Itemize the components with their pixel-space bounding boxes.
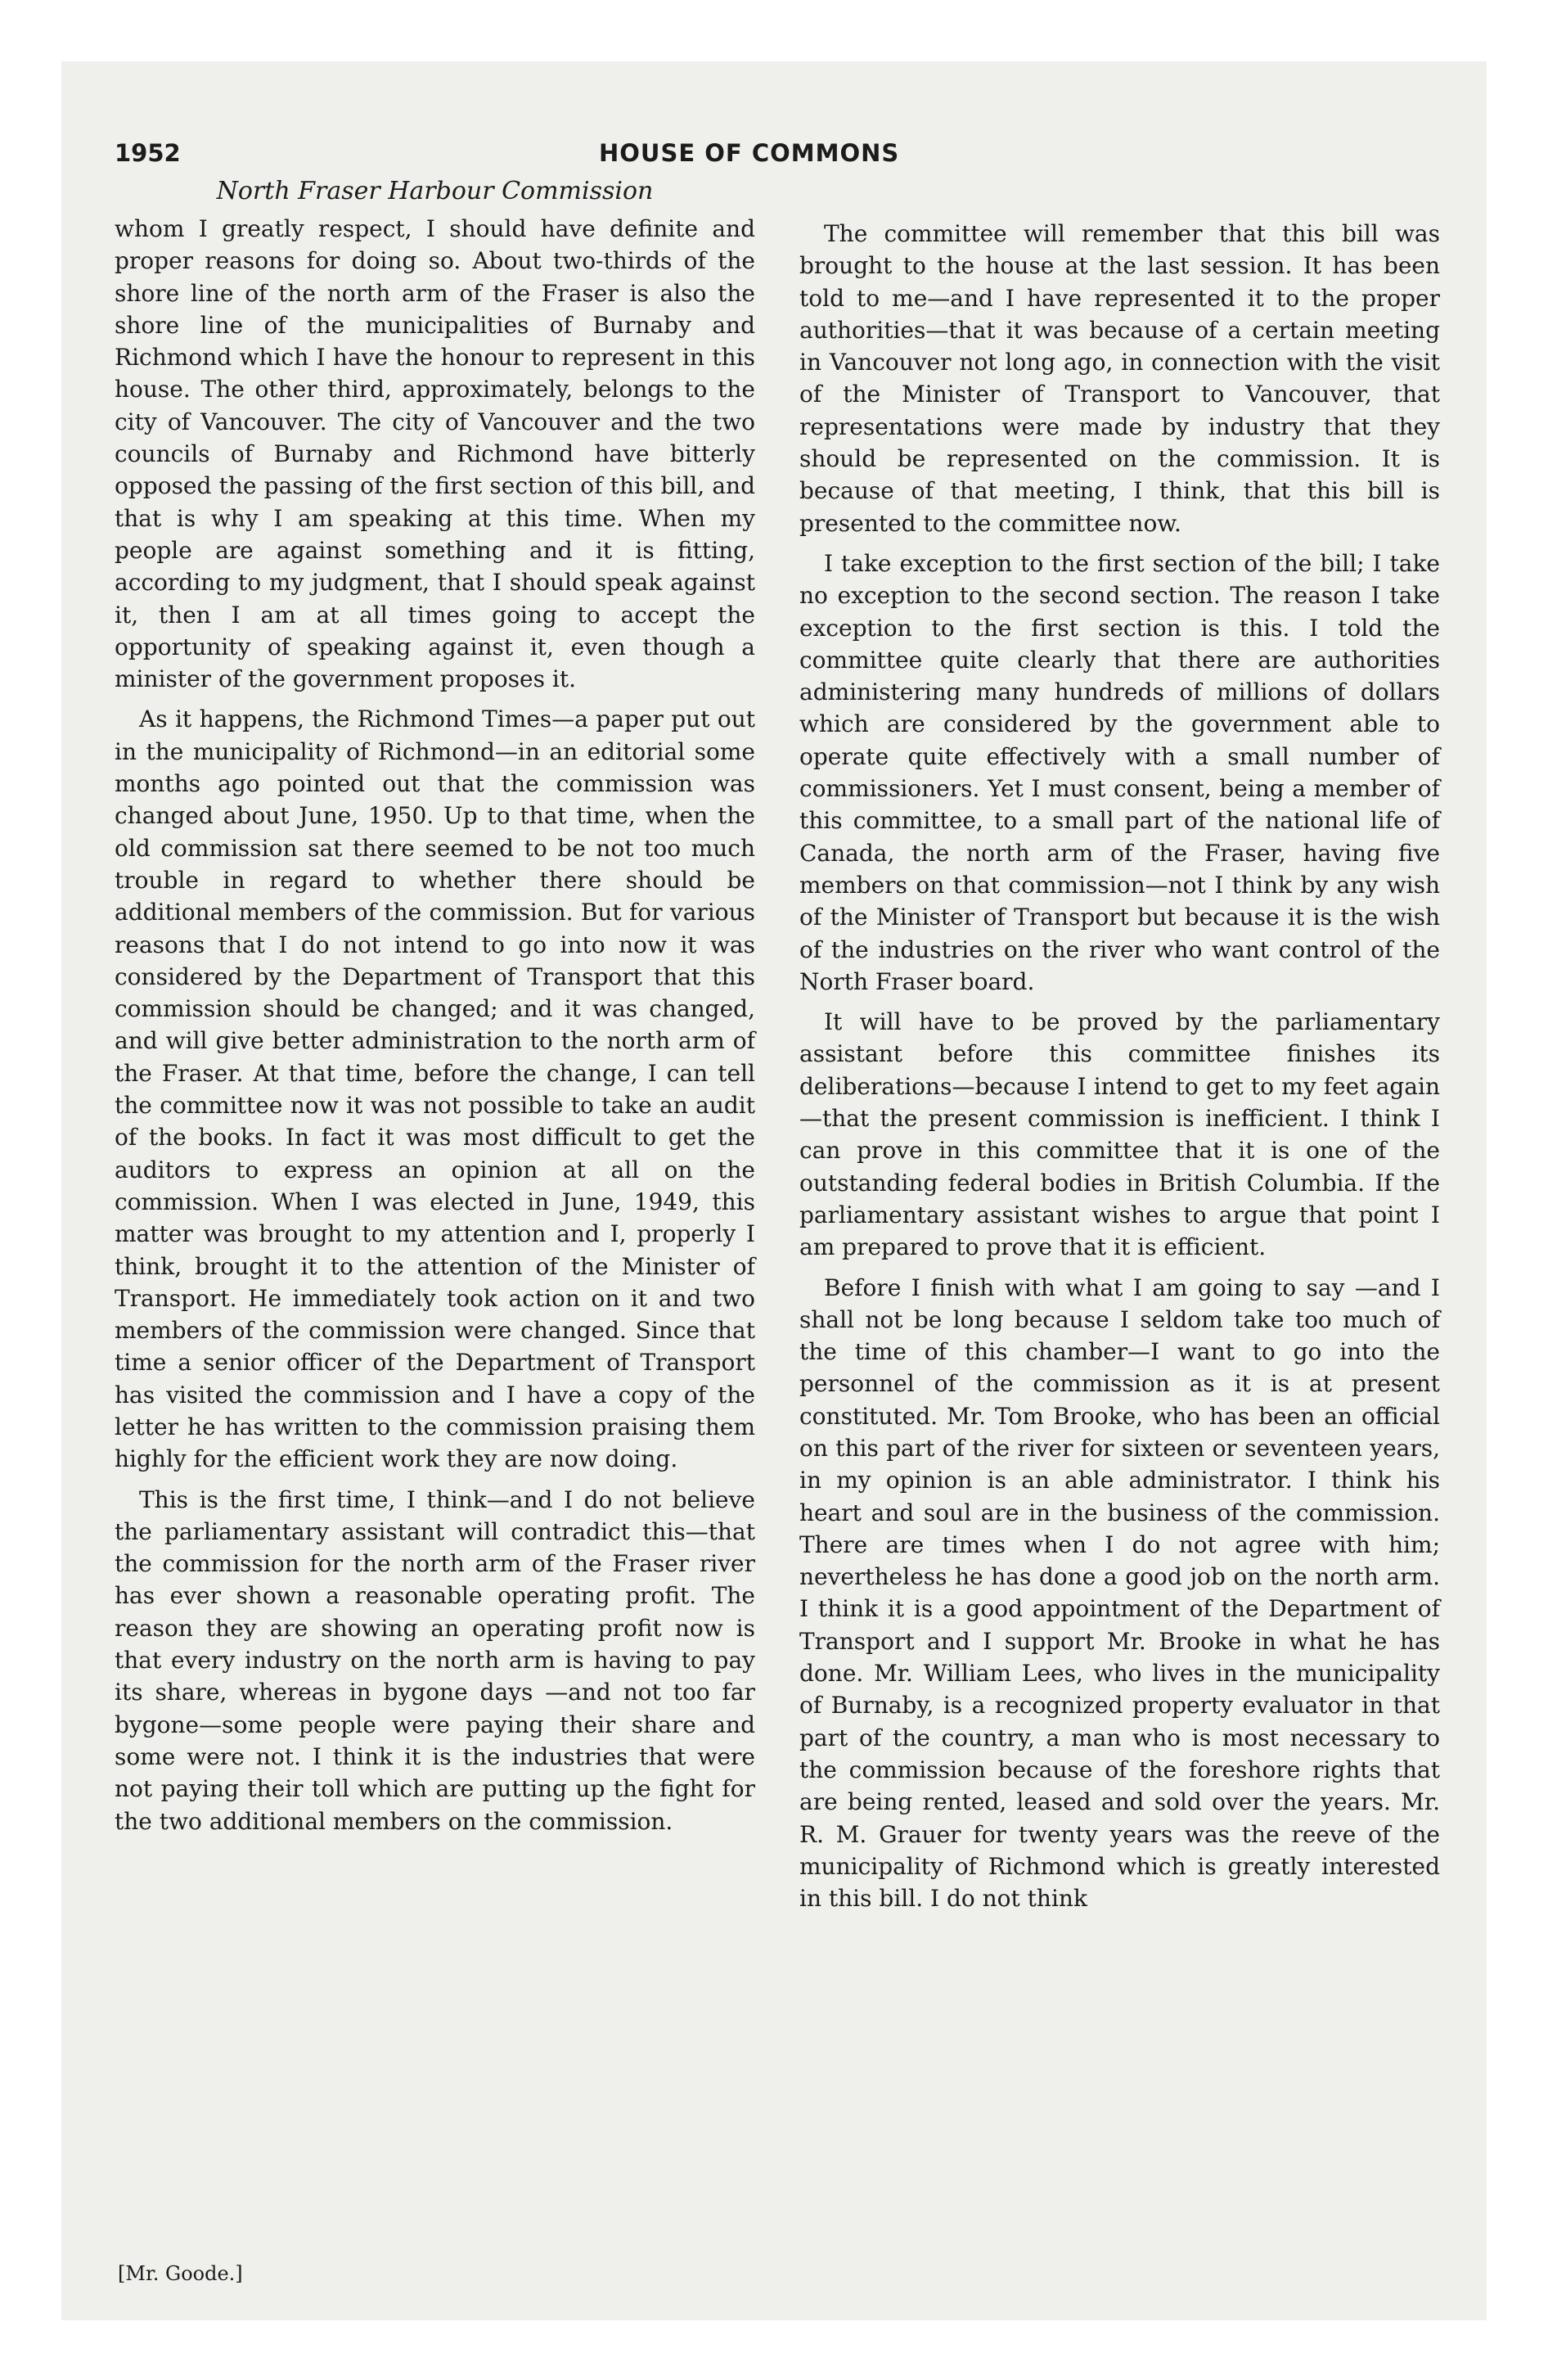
hansard-page (115, 131, 1442, 2308)
paragraph: It will have to be proved by the parliamentary assistant before this committee finishes its deliberations—because I intend to get to my feet again—that the present commission is inefficient. I think I can prove in this committee that it is one of the outstanding federal bodies in British Columbia. If the parliamentary assistant wishes to argue that point I am prepared to prove that it is efficient. (799, 1008, 1440, 1261)
page-header (115, 131, 1442, 175)
paragraph: This is the first time, I think—and I do not believe the parliamentary assistant will contradict this—that the commission for the north arm of the Fraser river has ever shown a reasonable operating profit. The reason they are showing an operating profit now is that every industry on the north arm is having to pay its share, whereas in bygone days —and not too far bygone—some people were paying their share and some were not. I think it is the industries that were not paying their toll which are putting up the fight for the two additional members on the commission. (115, 1485, 755, 1835)
paragraph: The committee will remember that this bill was brought to the house at the last session. It has been told to me—and I have represented it to the proper authorities—that it was because of a certain meeting in Vancouver not long ago, in connection with the visit of the Minister of Transport to Vancouver, that representations were made by industry that they should be represented on the commission. It is because of that meeting, I think, that this bill is presented to the committee now. (799, 220, 1440, 537)
paragraph: As it happens, the Richmond Times—a paper put out in the municipality of Richmond—in an editorial some months ago pointed out that the commission was changed about June, 1950. Up to that time, when the old commission sat there seemed to be not too much trouble in regard to whether there should be additional members of the commission. But for various reasons that I do not intend to go into now it was considered by the Department of Transport that this commission should be changed; and it was changed, and will give better administration to the north arm of the Fraser. At that time, before the change, I can tell the committee now it was not possible to take an audit of the books. In fact it was most difficult to get the auditors to express an opinion at all on the commission. When I was elected in June, 1949, this matter was brought to my attention and I, properly I think, brought it to the attention of the Minister of Transport. He immediately took action on it and two members of the commission were changed. Since that time a senior officer of the Department of Transport has visited the commission and I have a copy of the letter he has written to the commission praising them highly for the efficient work they are now doing. (115, 705, 755, 1473)
speaker-footer: [Mr. Goode.] (118, 2262, 243, 2285)
left-column (115, 175, 755, 1846)
paragraph: whom I greatly respect, I should have definite and proper reasons for doing so. About two-thirds of the shore line of the north arm of the Fraser is also the shore line of the municipalities of Burnaby and Richmond which I have the honour to represent in this house. The other third, approximately, belongs to the city of Vancouver. The city of Vancouver and the two councils of Burnaby and Richmond have bitterly opposed the passing of the first section of this bill, and that is why I am speaking at this time. When my people are against something and it is fitting, according to my judgment, that I should speak against it, then I am at all times going to accept the opportunity of speaking against it, even though a minister of the government proposes it. (115, 215, 755, 693)
paragraph: I take exception to the first section of the bill; I take no exception to the second section. The reason I take exception to the first section is this. I told the committee quite clearly that there are authorities administering many hundreds of millions of dollars which are considered by the government able to operate quite effectively with a small number of commissioners. Yet I must consent, being a member of this committee, to a small part of the national life of Canada, the north arm of the Fraser, having five members on that commission—not I think by any wish of the Minister of Transport but because it is the wish of the industries on the river who want control of the North Fraser board. (799, 549, 1440, 995)
page-number: 1952 (115, 139, 181, 167)
running-head: HOUSE OF COMMONS (599, 139, 900, 167)
text-columns (115, 175, 1442, 2254)
right-column (799, 218, 1440, 1922)
section-title: North Fraser Harbour Commission (216, 177, 654, 205)
paragraph: Before I finish with what I am going to say —and I shall not be long because I seldom take too much of the time of this chamber—I want to go into the personnel of the commission as it is at present constituted. Mr. Tom Brooke, who has been an official on this part of the river for sixteen or seventeen years, in my opinion is an able administrator. I think his heart and soul are in the business of the commission. There are times when I do not agree with him; nevertheless he has done a good job on the north arm. I think it is a good appointment of the Department of Transport and I support Mr. Brooke in what he has done. Mr. William Lees, who lives in the municipality of Burnaby, is a recognized property evaluator in that part of the country, a man who is most necessary to the commission because of the foreshore rights that are being rented, leased and sold over the years. Mr. R. M. Grauer for twenty years was the reeve of the municipality of Richmond which is greatly interested in this bill. I do not think (799, 1273, 1440, 1913)
